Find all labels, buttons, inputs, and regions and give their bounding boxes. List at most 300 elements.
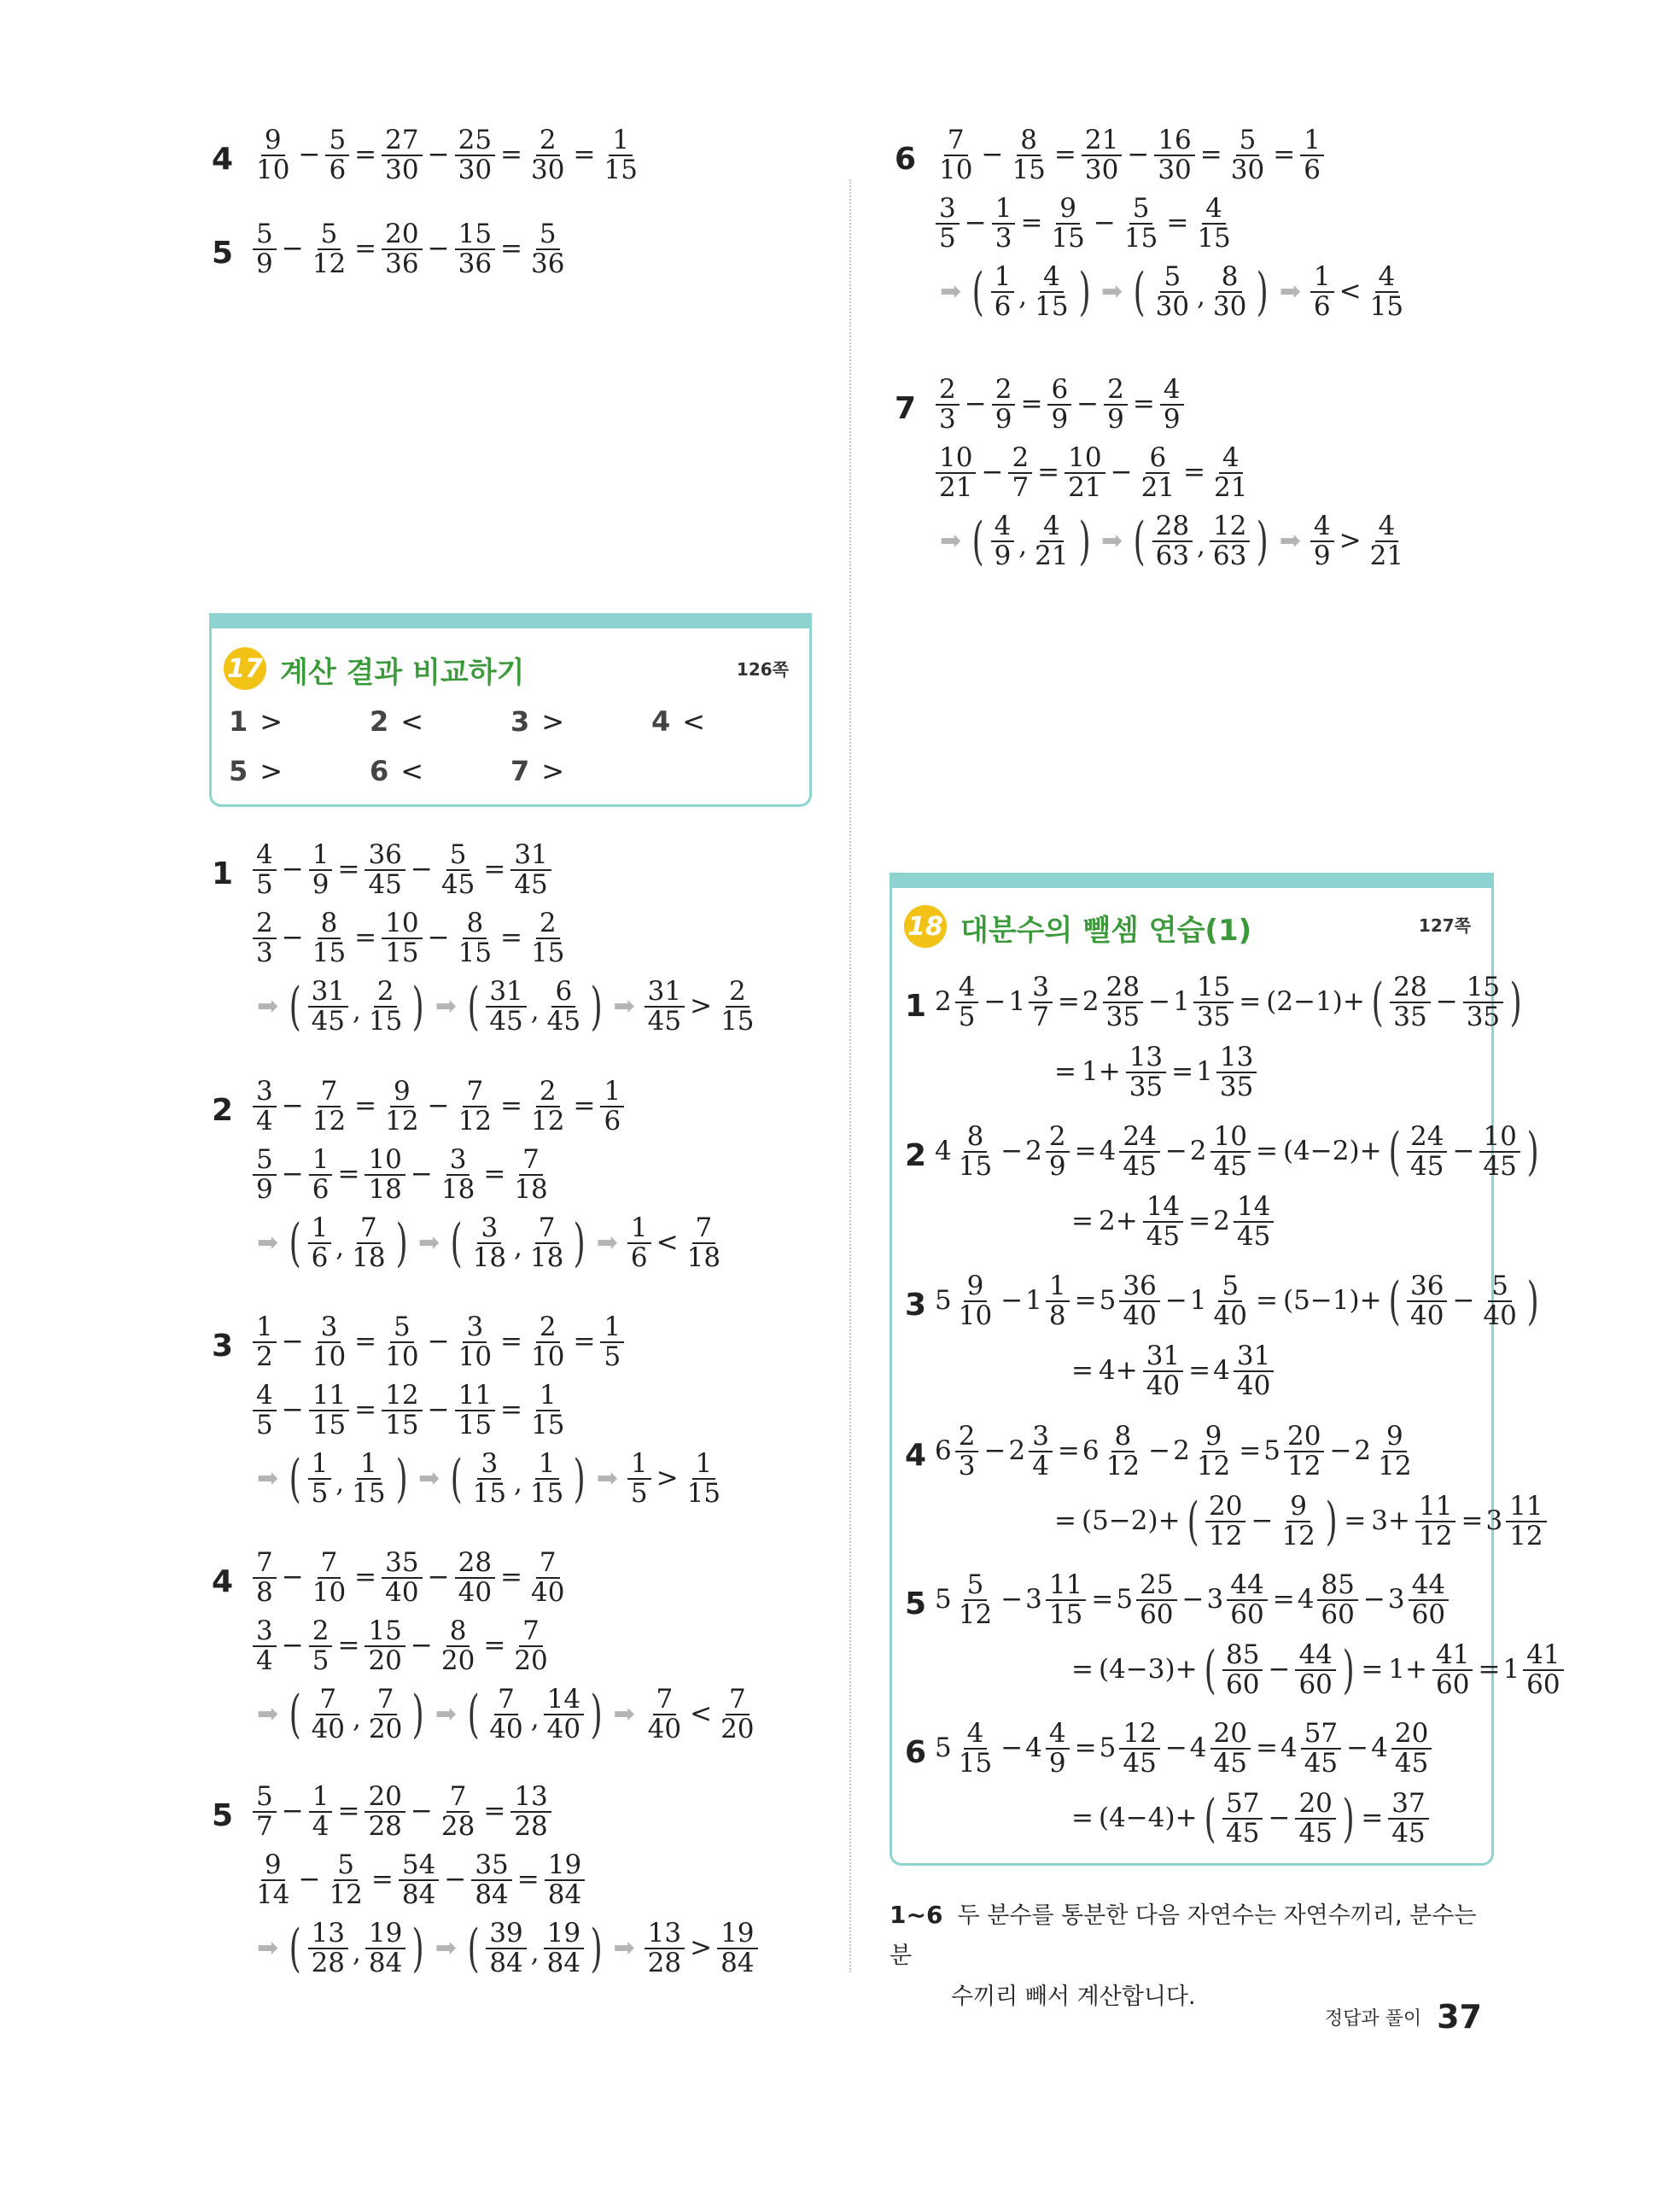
whole-part: 5 <box>935 1584 952 1615</box>
mixed-number <box>1025 1571 1088 1628</box>
denominator: 6 <box>630 1242 648 1273</box>
mixed-number <box>1207 1571 1270 1628</box>
fraction <box>399 1851 439 1908</box>
operator: = <box>1361 1802 1384 1834</box>
fraction <box>992 195 1016 252</box>
whole-part: 5 <box>1099 1732 1117 1764</box>
fraction <box>936 126 976 184</box>
arrow-icon: ➡ <box>596 1227 618 1258</box>
comma: , <box>353 1937 361 1969</box>
fraction <box>309 1382 349 1439</box>
fraction <box>527 1450 567 1507</box>
whole-part: 6 <box>935 1435 952 1467</box>
numerator: 15 <box>1193 973 1234 1003</box>
numerator: 41 <box>1523 1641 1563 1671</box>
fraction <box>1154 126 1194 184</box>
operator: = <box>1074 1285 1097 1317</box>
numerator: 27 <box>382 126 422 156</box>
fraction <box>1463 973 1503 1031</box>
left-paren: ( <box>450 1448 463 1509</box>
numerator: 2 <box>936 376 960 406</box>
operator: − <box>1110 457 1133 488</box>
left-paren: ( <box>1371 972 1384 1032</box>
fraction <box>470 1450 510 1507</box>
fraction <box>1152 263 1193 320</box>
numerator: 9 <box>964 1272 988 1302</box>
operator: = <box>337 1796 360 1827</box>
denominator: 40 <box>311 1713 346 1744</box>
denominator: 45 <box>1213 1747 1247 1779</box>
denominator: 10 <box>312 1341 347 1372</box>
fraction <box>1082 126 1122 184</box>
denominator: 45 <box>368 868 402 900</box>
numerator: 5 <box>1488 1272 1512 1302</box>
numerator: 7 <box>446 1783 470 1813</box>
numerator: 19 <box>544 1919 584 1949</box>
denominator: 14 <box>256 1878 290 1910</box>
denominator: 3 <box>958 1450 976 1481</box>
denominator: 21 <box>1035 540 1069 571</box>
numerator: 8 <box>964 1123 988 1153</box>
denominator: 45 <box>546 1005 581 1037</box>
answer-number: 5 <box>229 755 248 787</box>
note-line-2: 수끼리 빼서 계산합니다. <box>951 1983 1196 2010</box>
denominator: 12 <box>1419 1520 1453 1551</box>
denominator: 45 <box>514 868 548 900</box>
fraction <box>382 909 422 967</box>
left-paren: ( <box>450 1212 463 1273</box>
mixed-number <box>1116 1571 1179 1628</box>
mixed-number <box>935 1272 998 1329</box>
numerator: 57 <box>1301 1720 1341 1750</box>
numerator: 1 <box>992 195 1016 225</box>
fraction <box>936 195 960 252</box>
arrow-icon: ➡ <box>613 1698 635 1729</box>
numerator: 1 <box>309 841 333 871</box>
numerator: 1 <box>609 126 633 156</box>
denominator: 30 <box>1084 154 1119 185</box>
denominator: 12 <box>958 1598 993 1630</box>
operator: − <box>410 1630 433 1662</box>
mixed-number <box>935 1571 998 1628</box>
denominator: 30 <box>531 154 565 185</box>
fraction <box>1193 195 1234 252</box>
fraction <box>600 1078 624 1135</box>
denominator: 9 <box>256 1173 273 1205</box>
answer-item <box>510 755 564 787</box>
comma: , <box>514 1468 522 1499</box>
right-paren: ) <box>574 1448 586 1509</box>
numerator: 19 <box>717 1919 757 1949</box>
fraction <box>1136 1571 1176 1628</box>
section18-page-ref: 127쪽 <box>1418 915 1471 936</box>
numerator: 2 <box>1104 376 1128 406</box>
operator: = <box>1361 1654 1384 1686</box>
operator: − <box>1148 986 1171 1018</box>
operator: = <box>1166 207 1189 239</box>
left-paren: ( <box>1187 1491 1199 1551</box>
operator: − <box>427 1562 450 1593</box>
fraction <box>308 1214 332 1271</box>
numerator: 20 <box>1295 1790 1335 1820</box>
fraction <box>1103 973 1143 1031</box>
answer-value: > <box>260 755 283 787</box>
fraction <box>528 220 568 278</box>
numerator: 36 <box>1119 1272 1159 1302</box>
fraction <box>1295 1790 1335 1847</box>
arrow-icon: ➡ <box>1279 525 1301 556</box>
right-paren: ) <box>412 1684 425 1744</box>
equation-line <box>250 1686 761 1743</box>
fraction <box>528 1549 568 1606</box>
numerator: 20 <box>1210 1720 1251 1750</box>
fraction <box>1301 1720 1341 1777</box>
denominator: 63 <box>1155 540 1190 571</box>
whole-part: 2 <box>1189 1136 1207 1167</box>
operator: = <box>1057 1435 1080 1467</box>
numerator: 4 <box>1219 444 1243 474</box>
operator: = <box>1132 389 1155 420</box>
numerator: 2 <box>374 978 398 1008</box>
operator: > <box>690 1932 713 1964</box>
fraction <box>348 1450 388 1507</box>
expression-text: (4−4)+ <box>1098 1802 1198 1834</box>
denominator: 12 <box>312 1105 347 1136</box>
numerator: 85 <box>1222 1641 1263 1671</box>
denominator: 15 <box>958 1747 993 1779</box>
operator: − <box>964 389 987 420</box>
fraction <box>955 1720 995 1777</box>
right-paren: ) <box>590 1918 603 1978</box>
fraction <box>1216 1043 1257 1101</box>
fraction <box>253 1617 277 1674</box>
denominator: 10 <box>531 1341 565 1372</box>
arrow-icon: ➡ <box>257 1463 279 1493</box>
denominator: 9 <box>1107 403 1124 435</box>
mixed-number <box>1502 1641 1566 1698</box>
fraction <box>365 1617 405 1674</box>
fraction <box>1506 1493 1546 1550</box>
operator: = <box>1255 1732 1278 1764</box>
problem-number: 3 <box>212 1329 234 1364</box>
operator: < <box>1339 276 1362 307</box>
numerator: 25 <box>1136 1571 1176 1601</box>
fraction <box>1310 512 1334 570</box>
numerator: 4 <box>1040 263 1064 293</box>
fraction <box>528 909 568 967</box>
fraction <box>1143 1342 1183 1399</box>
denominator: 4 <box>1032 1450 1049 1481</box>
denominator: 30 <box>1158 154 1192 185</box>
denominator: 5 <box>939 222 956 254</box>
denominator: 5 <box>958 1001 976 1032</box>
operator: = <box>1054 1056 1076 1088</box>
fraction <box>309 1617 333 1674</box>
fraction <box>455 1313 495 1370</box>
fraction <box>1210 1720 1251 1777</box>
numerator: 3 <box>318 1313 341 1343</box>
fraction <box>253 1382 277 1439</box>
expression-text: 1+ <box>1388 1654 1427 1686</box>
operator: − <box>1000 1285 1024 1317</box>
fraction <box>382 1078 422 1135</box>
fraction <box>1152 512 1193 570</box>
fraction <box>1295 1641 1335 1698</box>
denominator: 12 <box>312 248 347 279</box>
whole-part: 2 <box>935 986 952 1018</box>
fraction <box>955 1272 995 1329</box>
numerator: 7 <box>494 1686 518 1715</box>
operator: − <box>1164 1732 1187 1764</box>
mixed-number <box>935 973 981 1031</box>
denominator: 12 <box>531 1105 565 1136</box>
numerator: 8 <box>463 909 487 939</box>
fraction <box>486 1686 526 1743</box>
denominator: 40 <box>647 1713 682 1744</box>
denominator: 9 <box>1313 540 1331 571</box>
denominator: 15 <box>368 1005 403 1037</box>
denominator: 15 <box>312 937 347 968</box>
fraction <box>253 841 277 898</box>
arrow-icon: ➡ <box>1101 276 1123 307</box>
numerator: 7 <box>463 1078 487 1107</box>
denominator: 5 <box>256 868 273 900</box>
operator: − <box>281 1090 304 1122</box>
numerator: 9 <box>1056 195 1080 225</box>
denominator: 84 <box>401 1878 436 1910</box>
equation-line <box>933 263 1409 320</box>
fraction <box>1390 973 1430 1031</box>
denominator: 5 <box>630 1477 648 1509</box>
denominator: 7 <box>1012 471 1030 503</box>
mixed-number <box>1190 1720 1253 1777</box>
fraction <box>1388 1790 1428 1847</box>
denominator: 21 <box>939 471 973 503</box>
mixed-number <box>1025 1720 1071 1777</box>
numerator: 1 <box>991 263 1015 293</box>
operator: − <box>410 854 433 885</box>
denominator: 40 <box>1483 1300 1517 1331</box>
numerator: 14 <box>544 1686 584 1715</box>
operator: − <box>1268 1654 1291 1686</box>
numerator: 36 <box>365 841 405 871</box>
arrow-icon: ➡ <box>418 1463 440 1493</box>
operator: = <box>1255 1136 1278 1167</box>
fraction <box>1193 973 1234 1031</box>
numerator: 2 <box>536 1313 560 1343</box>
operator: = <box>483 1630 506 1662</box>
fraction <box>510 1783 551 1840</box>
denominator: 40 <box>1123 1300 1157 1331</box>
left-paren: ( <box>289 1918 301 1978</box>
fraction <box>955 973 979 1031</box>
numerator: 1 <box>535 1450 559 1480</box>
fraction <box>1317 1571 1357 1628</box>
whole-part: 4 <box>1371 1732 1388 1764</box>
equation-line <box>933 195 1237 252</box>
arrow-icon: ➡ <box>596 1463 618 1493</box>
denominator: 35 <box>1466 1001 1501 1032</box>
expression-text: (4−3)+ <box>1098 1654 1198 1686</box>
whole-part: 5 <box>935 1732 952 1764</box>
whole-part: 5 <box>935 1285 952 1317</box>
footer-label: 정답과 풀이 <box>1324 2007 1422 2030</box>
fraction <box>1278 1493 1318 1550</box>
numerator: 41 <box>1432 1641 1473 1671</box>
fraction <box>486 978 526 1035</box>
denominator: 28 <box>311 1947 346 1978</box>
fraction <box>470 1214 510 1271</box>
numerator: 12 <box>382 1382 422 1411</box>
denominator: 9 <box>1051 403 1069 435</box>
operator: = <box>1239 986 1262 1018</box>
denominator: 15 <box>686 1477 721 1509</box>
operator: − <box>1000 1584 1024 1615</box>
numerator: 28 <box>455 1549 495 1579</box>
operator: − <box>1127 139 1150 171</box>
numerator: 11 <box>1506 1493 1546 1522</box>
operator: = <box>1344 1505 1367 1537</box>
fraction <box>1046 1123 1070 1180</box>
answer-value: > <box>260 705 283 738</box>
left-paren: ( <box>971 261 984 322</box>
numerator: 5 <box>253 1146 277 1176</box>
answer-value: < <box>400 755 424 787</box>
operator: = <box>483 1159 506 1190</box>
denominator: 12 <box>1286 1450 1321 1481</box>
operator: − <box>1452 1285 1475 1317</box>
numerator: 44 <box>1295 1641 1335 1671</box>
operator: = <box>500 922 523 954</box>
denominator: 40 <box>1213 1300 1247 1331</box>
right-paren: ) <box>1078 511 1091 571</box>
fraction <box>1227 1571 1267 1628</box>
mixed-number <box>1354 1423 1417 1480</box>
arrow-icon: ➡ <box>257 1227 279 1258</box>
denominator: 28 <box>440 1810 475 1842</box>
denominator: 15 <box>604 154 638 185</box>
fraction <box>544 1919 584 1977</box>
left-paren: ( <box>289 1448 301 1509</box>
whole-part: 1 <box>1189 1285 1207 1317</box>
fraction <box>1119 1720 1159 1777</box>
numerator: 3 <box>446 1146 470 1176</box>
numerator: 28 <box>1390 973 1430 1003</box>
denominator: 20 <box>720 1713 755 1744</box>
denominator: 36 <box>458 248 493 279</box>
fraction <box>253 1078 277 1135</box>
denominator: 60 <box>1140 1598 1174 1630</box>
fraction <box>955 1423 979 1480</box>
numerator: 1 <box>600 1078 624 1107</box>
numerator: 57 <box>1222 1790 1263 1820</box>
column-divider <box>849 179 851 1972</box>
numerator: 2 <box>536 1078 560 1107</box>
fraction <box>955 1571 995 1628</box>
right-paren: ) <box>574 1212 586 1273</box>
whole-part: 1 <box>1008 986 1026 1018</box>
fraction <box>1143 1193 1183 1250</box>
numerator: 1 <box>1046 1272 1070 1302</box>
numerator: 20 <box>365 1783 405 1813</box>
left-paren: ( <box>1204 1788 1216 1849</box>
fraction <box>645 1919 685 1977</box>
operator: − <box>281 1394 304 1426</box>
fraction <box>486 1919 526 1977</box>
fraction <box>1210 1272 1251 1329</box>
equation-line <box>935 973 1526 1031</box>
denominator: 40 <box>1236 1370 1271 1401</box>
problem-number: 6 <box>895 142 917 177</box>
right-paren: ) <box>1257 261 1269 322</box>
mixed-number <box>1190 1272 1253 1329</box>
fraction <box>365 1146 405 1203</box>
comma: , <box>335 1468 345 1499</box>
equation-line <box>250 126 644 184</box>
problem-number: 1 <box>212 856 234 891</box>
numerator: 5 <box>390 1313 414 1343</box>
operator: = <box>1171 1056 1194 1088</box>
denominator: 6 <box>311 1242 329 1273</box>
equation-line <box>935 1423 1418 1480</box>
problem-number: 4 <box>905 1438 927 1473</box>
fraction <box>510 1146 551 1203</box>
right-paren: ) <box>590 1684 603 1744</box>
note-line-1: 두 분수를 통분한 다음 자연수는 자연수끼리, 분수는 분 <box>890 1902 1477 1970</box>
numerator: 20 <box>1391 1720 1432 1750</box>
left-paren: ( <box>289 1684 301 1744</box>
fraction <box>1126 1043 1166 1101</box>
fraction <box>1228 126 1268 184</box>
operator: = <box>354 1394 377 1426</box>
comma: , <box>1197 281 1205 313</box>
denominator: 20 <box>440 1645 475 1676</box>
fraction <box>382 1313 422 1370</box>
denominator: 20 <box>368 1645 402 1676</box>
denominator: 9 <box>1048 1747 1066 1779</box>
right-paren: ) <box>1526 1271 1539 1331</box>
denominator: 7 <box>256 1810 273 1842</box>
numerator: 7 <box>536 1549 560 1579</box>
comma: , <box>1197 530 1205 562</box>
denominator: 35 <box>1196 1001 1231 1032</box>
denominator: 30 <box>1230 154 1265 185</box>
operator: = <box>1461 1505 1484 1537</box>
whole-part: 5 <box>1099 1285 1117 1317</box>
arrow-icon: ➡ <box>435 990 457 1021</box>
operator: = <box>1188 1206 1211 1237</box>
operator: > <box>690 990 713 1022</box>
operator: = <box>573 1326 596 1358</box>
operator: = <box>354 1326 377 1358</box>
operator: = <box>500 139 523 171</box>
denominator: 15 <box>1051 222 1085 254</box>
operator: − <box>1076 389 1100 420</box>
operator: − <box>981 139 1004 171</box>
numerator: 2 <box>309 1617 333 1647</box>
right-paren: ) <box>590 976 603 1037</box>
numerator: 31 <box>308 978 348 1008</box>
operator: − <box>427 922 450 954</box>
denominator: 9 <box>995 403 1012 435</box>
numerator: 2 <box>1046 1123 1070 1153</box>
numerator: 1 <box>536 1382 560 1411</box>
comma: , <box>353 1703 361 1735</box>
numerator: 7 <box>519 1146 543 1176</box>
expression-text: (2−1)+ <box>1266 986 1365 1018</box>
fraction <box>365 1919 405 1977</box>
right-paren: ) <box>1078 261 1091 322</box>
